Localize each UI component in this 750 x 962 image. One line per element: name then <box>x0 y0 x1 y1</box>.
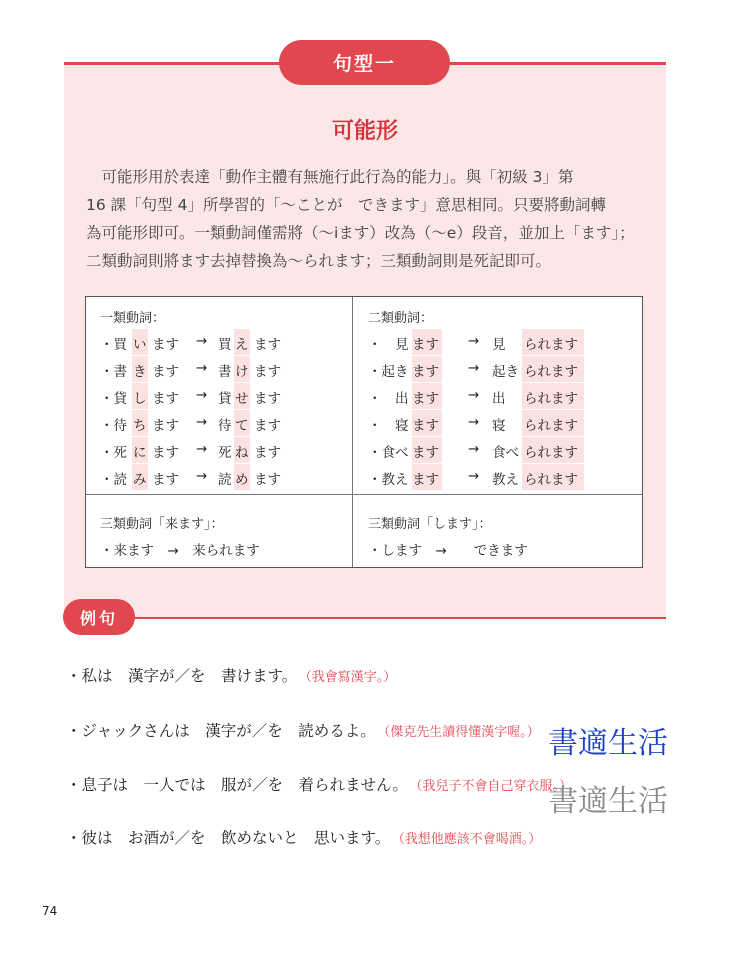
group2-row <box>368 410 638 436</box>
verb-masu: ます <box>152 364 179 380</box>
verb-stem: ・食べ <box>368 445 409 461</box>
verb-conjugation-table <box>85 296 643 568</box>
potential-stem: 貸 <box>218 391 232 407</box>
potential-stem: 見 <box>492 337 506 353</box>
group1-row <box>100 329 340 355</box>
arrow-icon: → <box>196 333 208 349</box>
arrow-icon: → <box>468 441 480 457</box>
potential-stem: 出 <box>492 391 506 407</box>
group1-row <box>100 383 340 409</box>
arrow-icon: → <box>468 414 480 430</box>
potential-ending: ね <box>235 445 249 461</box>
verb-masu: ます <box>412 391 439 407</box>
verb-ending: し <box>133 391 147 407</box>
group1-row <box>100 464 340 490</box>
arrow-icon: → <box>196 414 208 430</box>
verb-stem: ・死 <box>100 445 127 461</box>
potential-ending: け <box>235 364 249 380</box>
arrow-icon: → <box>196 360 208 376</box>
verb-ending: み <box>133 472 147 488</box>
verb-ending: ち <box>133 418 147 434</box>
verb-stem: ・ 見 <box>368 337 409 353</box>
potential-masu: ます <box>254 472 281 488</box>
group1-heading: 一類動詞： <box>100 311 166 326</box>
verb-stem: ・教え <box>368 472 409 488</box>
verb-masu: ます <box>152 472 179 488</box>
potential-ending: て <box>235 418 249 434</box>
verb-masu: ます <box>412 445 439 461</box>
verb-stem: ・ 寝 <box>368 418 409 434</box>
section-title: 可能形 <box>331 119 398 144</box>
potential-masu: ます <box>254 445 281 461</box>
page-number: 74 <box>42 904 58 918</box>
verb-masu: ます <box>152 418 179 434</box>
verb-stem: ・読 <box>100 472 127 488</box>
group2-row <box>368 329 638 355</box>
group1-row <box>100 410 340 436</box>
verb-masu: ます <box>412 337 439 353</box>
example-japanese: ・ジャックさんは 漢字が／を 読めるよ。 <box>66 722 376 740</box>
group3-suru-example: ・します → できます <box>368 543 528 559</box>
example-sentence <box>66 719 540 741</box>
potential-stem: 寝 <box>492 418 506 434</box>
verb-stem: ・買 <box>100 337 127 353</box>
group2-row <box>368 383 638 409</box>
verb-masu: ます <box>152 337 179 353</box>
verb-ending: に <box>133 445 147 461</box>
potential-stem: 教え <box>492 472 519 488</box>
arrow-icon: → <box>468 468 480 484</box>
table-row-divider <box>86 494 642 495</box>
potential-stem: 待 <box>218 418 232 434</box>
example-sentence <box>66 773 572 795</box>
potential-stem: 食べ <box>492 445 519 461</box>
group3-kuru-example: ・来ます → 来られます <box>100 543 260 559</box>
potential-stem: 起き <box>492 364 519 380</box>
group1-row <box>100 356 340 382</box>
table-column-divider <box>352 297 353 567</box>
arrow-icon: → <box>196 441 208 457</box>
example-japanese: ・息子は 一人では 服が／を 着られません。 <box>66 776 408 794</box>
potential-ending: られます <box>524 445 578 461</box>
potential-ending: られます <box>524 391 578 407</box>
verb-stem: ・起き <box>368 364 409 380</box>
potential-masu: ます <box>254 364 281 380</box>
potential-ending: られます <box>524 472 578 488</box>
arrow-icon: → <box>196 468 208 484</box>
examples-badge: 例句 <box>63 599 135 635</box>
arrow-icon: → <box>468 333 480 349</box>
verb-masu: ます <box>152 391 179 407</box>
verb-masu: ます <box>412 472 439 488</box>
potential-masu: ます <box>254 418 281 434</box>
verb-stem: ・書 <box>100 364 127 380</box>
example-translation: （我會寫漢字。） <box>305 670 397 685</box>
verb-masu: ます <box>412 364 439 380</box>
potential-stem: 死 <box>218 445 232 461</box>
potential-ending: られます <box>524 418 578 434</box>
example-translation: （我想他應該不會喝酒。） <box>398 832 542 847</box>
example-sentence <box>66 826 541 848</box>
group1-row <box>100 437 340 463</box>
verb-stem: ・待 <box>100 418 127 434</box>
potential-ending: られます <box>524 337 578 353</box>
verb-ending: い <box>133 337 147 353</box>
verb-stem: ・ 出 <box>368 391 409 407</box>
watermark-blue: 書適生活 <box>548 726 668 761</box>
watermark-gray: 書適生活 <box>548 784 668 819</box>
group2-heading: 二類動詞： <box>368 311 434 326</box>
group3-kuru-heading: 三類動詞「来ます」： <box>100 517 224 532</box>
arrow-icon: → <box>468 387 480 403</box>
potential-stem: 買 <box>218 337 232 353</box>
example-translation: （我兒子不會自己穿衣服。） <box>415 779 572 794</box>
example-japanese: ・私は 漢字が／を 書けます。 <box>66 667 298 685</box>
group2-row <box>368 356 638 382</box>
example-japanese: ・彼は お酒が／を 飲めないと 思います。 <box>66 829 391 847</box>
group2-row <box>368 437 638 463</box>
potential-ending: え <box>235 337 249 353</box>
potential-masu: ます <box>254 391 281 407</box>
potential-ending: せ <box>235 391 249 407</box>
intro-paragraph: 可能形用於表達「動作主體有無施行此行為的能力」。與「初級 3」第 16 課「句型 4」所學習的「〜ことが できます」意思相同。只要將動詞轉 為可能形即可。一類動詞僅需將（〜iます）改為（〜e）段音，並加上「ます」； 二類動詞則將ます去掉替換為〜られます；三類動詞則是死記即可。 <box>86 168 635 270</box>
verb-masu: ます <box>152 445 179 461</box>
group3-suru-heading: 三類動詞「します」： <box>368 517 492 532</box>
group2-row <box>368 464 638 490</box>
verb-stem: ・貸 <box>100 391 127 407</box>
verb-masu: ます <box>412 418 439 434</box>
potential-stem: 書 <box>218 364 232 380</box>
arrow-icon: → <box>468 360 480 376</box>
pattern-badge: 句型一 <box>279 40 450 85</box>
potential-stem: 読 <box>218 472 232 488</box>
arrow-icon: → <box>196 387 208 403</box>
examples-rule <box>64 617 666 619</box>
example-sentence <box>66 664 396 686</box>
potential-ending: め <box>235 472 249 488</box>
potential-masu: ます <box>254 337 281 353</box>
example-translation: （傑克先生讀得懂漢字喔。） <box>383 725 540 740</box>
potential-ending: られます <box>524 364 578 380</box>
verb-ending: き <box>133 364 147 380</box>
